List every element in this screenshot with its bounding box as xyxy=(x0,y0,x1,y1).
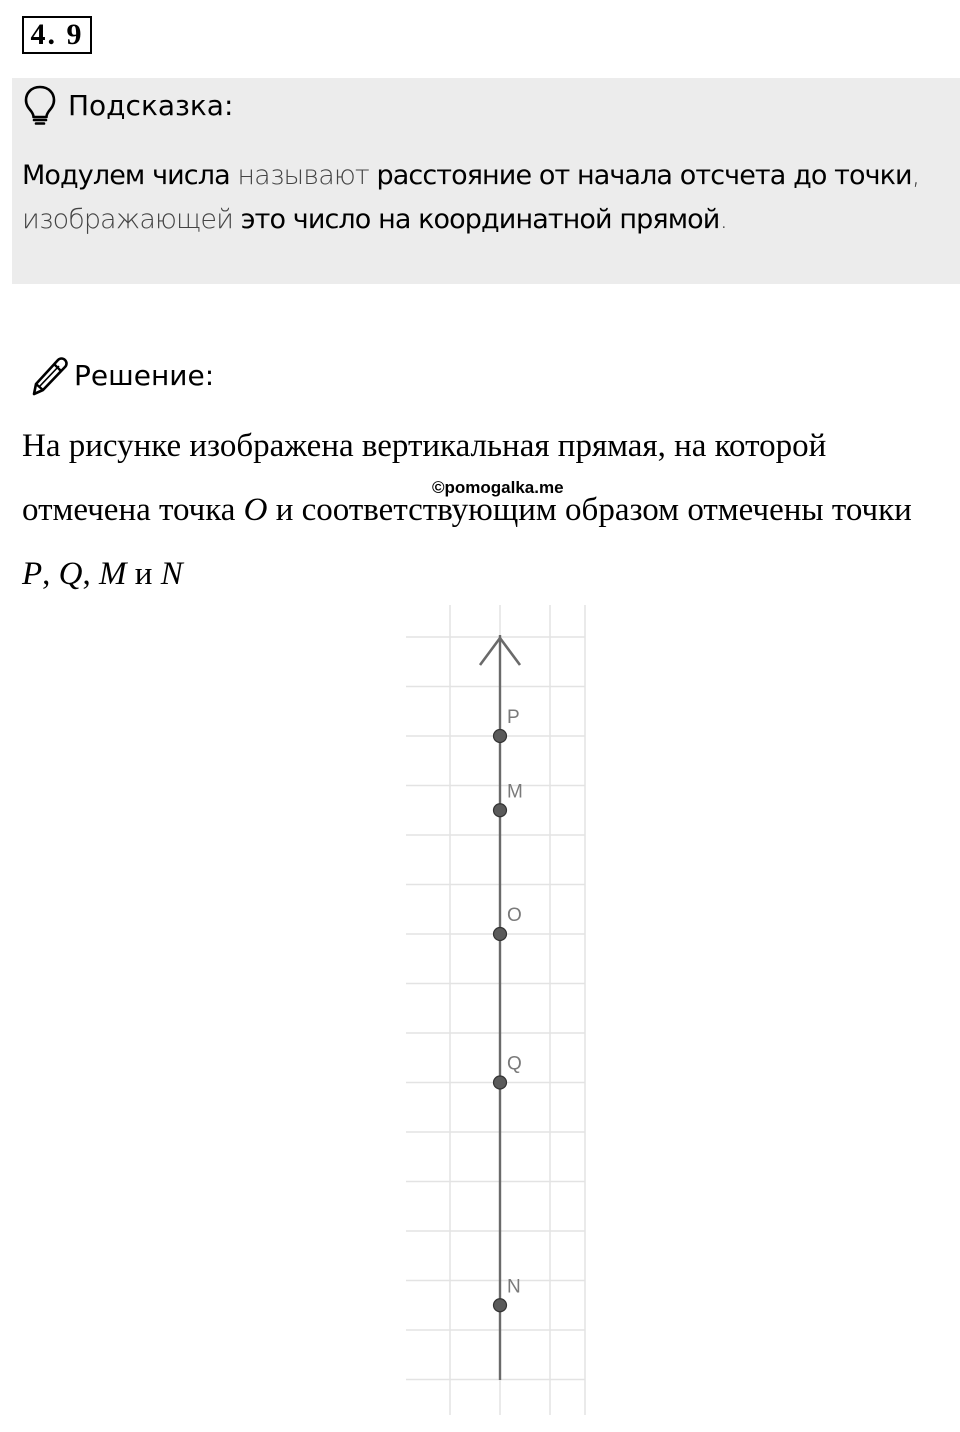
separator: , xyxy=(82,556,100,592)
problem-number: 4. 9 xyxy=(22,16,92,54)
solution-header xyxy=(26,352,214,398)
hint-segment: Модулем числа xyxy=(22,160,230,191)
hint-header xyxy=(22,84,233,126)
hint-text xyxy=(22,154,942,242)
var-q: Q xyxy=(58,556,83,592)
number-line-svg xyxy=(400,605,600,1415)
number-line-figure xyxy=(400,605,600,1415)
hint-title: Подсказка: xyxy=(68,88,234,122)
solution-title: Решение: xyxy=(74,358,215,392)
point-label-o: O xyxy=(507,905,522,926)
point-label-p: P xyxy=(507,707,520,728)
pencil-icon xyxy=(26,354,68,396)
point-m xyxy=(494,804,507,817)
var-n: N xyxy=(160,556,183,592)
var-o: O xyxy=(243,492,268,528)
hint-segment: , изображающей xyxy=(22,160,920,235)
solution-text-part: и xyxy=(126,556,161,592)
watermark: ©pomogalka.me xyxy=(432,478,564,497)
hint-segment: . xyxy=(719,204,728,235)
solution-text-part: и соответствующим образом отмечены точки xyxy=(267,492,912,528)
point-o xyxy=(494,928,507,941)
point-n xyxy=(494,1299,507,1312)
hint-segment: называют xyxy=(229,160,377,191)
var-p: P xyxy=(22,556,43,592)
var-m: M xyxy=(99,556,127,592)
point-q xyxy=(494,1076,507,1089)
hint-segment: это число на координатной прямой xyxy=(240,204,720,235)
solution-text xyxy=(22,414,942,606)
point-label-m: M xyxy=(507,781,523,803)
lightbulb-icon xyxy=(22,84,58,126)
point-p xyxy=(494,730,507,743)
point-label-q: Q xyxy=(507,1053,522,1075)
hint-segment: расстояние от начала отсчета до точки xyxy=(376,160,912,191)
point-label-n: N xyxy=(507,1276,521,1298)
separator: , xyxy=(42,556,59,592)
solution-text-part: На рисунке изображена вертикальная прямая, на которой отмечена точка xyxy=(22,428,827,528)
